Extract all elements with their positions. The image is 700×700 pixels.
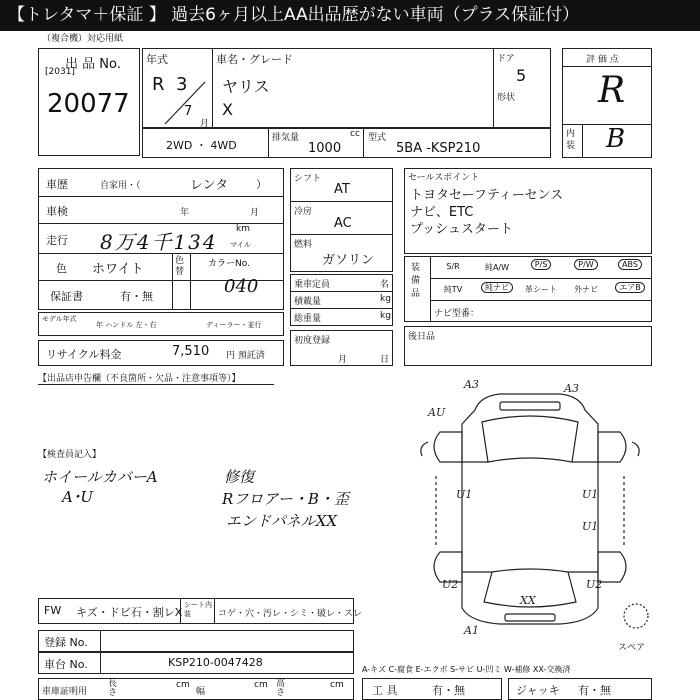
lot-box	[38, 48, 140, 156]
mileage-unit-mile: マイル	[230, 241, 251, 249]
history-options: 自家用・（	[100, 181, 141, 191]
capacity-unit: 名	[380, 280, 390, 290]
certificate-cm-2: cm	[254, 680, 268, 690]
jack-value: 有・無	[578, 684, 611, 697]
recycle-label: リサイクル料金	[46, 348, 122, 361]
fuel-value: ガソリン	[322, 253, 375, 268]
history-label: 車歴	[46, 178, 68, 191]
jack-label: ジャッキ	[516, 684, 560, 697]
after-date-label: 後日品	[408, 332, 436, 342]
rating-label: 評 価 点	[586, 55, 619, 65]
notes-header: 【出品店申告欄（不良箇所・欠品・注意事項等）】	[38, 374, 241, 384]
color-value: ホワイト	[92, 262, 144, 277]
inspector-left-2: A･U	[62, 488, 93, 506]
equip-alloy: 純A/W	[484, 263, 510, 272]
inspector-right-1: 修復	[224, 468, 255, 486]
interior-score: B	[606, 124, 626, 154]
certificate-cm-1: cm	[176, 680, 190, 690]
history-value: レンタ	[190, 178, 229, 193]
equip-ext-navi: 外ナビ	[574, 285, 598, 294]
chassis-label: 車台 No.	[44, 658, 88, 671]
model-name: ヤリス	[222, 77, 270, 96]
aircon-value: AC	[334, 216, 352, 231]
seat-label: シート内装	[184, 601, 212, 618]
model-label: 車名・グレード	[216, 53, 293, 66]
displacement-unit: cc	[350, 129, 360, 139]
car-damage-diagram	[400, 376, 660, 636]
capacity-label: 乗車定員	[294, 280, 331, 290]
repaint-label: 色替	[175, 256, 185, 277]
color-code: 040	[224, 276, 259, 297]
sales-point-3: プッシュスタート	[410, 222, 513, 237]
equipment-label: 装備品	[411, 263, 421, 299]
year-month-unit: 月	[200, 119, 210, 129]
equip-ps: P/S	[531, 259, 552, 270]
inspector-left-1: ホイールカバーA	[42, 468, 158, 486]
warranty-label: 保証書	[50, 290, 83, 303]
drive: 2WD ・ 4WD	[166, 139, 237, 152]
certificate-height: 高さ	[276, 679, 286, 698]
sales-point-label: セールスポイント	[408, 173, 480, 183]
displacement-value: 1000	[308, 141, 342, 156]
equip-airbag: エアB	[615, 282, 645, 293]
equip-navi: 純ナビ	[481, 282, 513, 293]
first-reg-label: 初度登録	[294, 336, 331, 346]
shape-label: 形状	[497, 93, 516, 103]
mark-a1: A1	[464, 624, 479, 636]
interior-label: 内装	[566, 129, 576, 151]
registration-label: 登録 No.	[44, 636, 88, 649]
inspector-right-3: エンドパネルXX	[226, 512, 338, 530]
mark-au: AU	[428, 406, 446, 419]
mileage-label: 走行	[46, 234, 68, 247]
damage-legend: A-キズ C-腐食 E-エクボ S-サビ U-凹ミ W-補修 XX-交換済	[362, 665, 571, 674]
year-value: 3	[176, 74, 188, 95]
model-year-dealer: ディーラー・並行	[206, 321, 262, 329]
after-date-box	[404, 326, 652, 366]
sales-point-2: ナビ、ETC	[410, 205, 474, 220]
model-year-label: モデル年式	[42, 315, 77, 323]
certificate-length: 長さ	[108, 679, 118, 698]
recycle-value: 7,510	[172, 344, 210, 359]
inspection-year: 年	[180, 208, 190, 218]
inspection-label: 車検	[46, 205, 68, 218]
doors-value: 5	[516, 66, 527, 85]
mark-u1-right-lower: U1	[582, 520, 599, 533]
load-unit: kg	[380, 294, 391, 304]
recycle-unit: 円 預託済	[226, 351, 265, 361]
displacement-label: 排気量	[272, 133, 300, 143]
equip-sr: S/R	[446, 262, 460, 271]
lot-code: [2031]	[45, 67, 75, 77]
year-month: 7	[184, 104, 193, 119]
history-close: ）	[256, 178, 267, 191]
lot-label: 出 品 No.	[65, 57, 121, 72]
lot-number: 20077	[47, 89, 130, 119]
fuel-label: 燃料	[294, 240, 313, 250]
load-label: 積載量	[294, 297, 322, 307]
mark-u1-left: U1	[456, 488, 473, 501]
inspection-month: 月	[250, 208, 260, 218]
warranty-value: 有・無	[120, 290, 153, 303]
rating-score: R	[598, 70, 626, 111]
weight-label: 総重量	[294, 314, 322, 324]
type-label: 型式	[368, 133, 387, 143]
equip-tv: 純TV	[443, 285, 463, 294]
tools-label: 工 具	[372, 684, 398, 697]
year-label: 年式	[146, 53, 168, 66]
aircon-label: 冷房	[294, 207, 313, 217]
model-grade: X	[222, 100, 233, 119]
banner-title: 【トレタマ＋保証 】 過去6ヶ月以上AA出品歴がない車両（プラス保証付）	[0, 0, 700, 31]
equip-pw: P/W	[574, 259, 597, 270]
equip-leather: 革シート	[525, 285, 557, 294]
subnote: （複合機）対応用紙	[42, 34, 124, 44]
navi-model-label: ナビ型番：	[434, 309, 480, 319]
spare-label: スペア	[618, 643, 646, 653]
inspector-right-2: Rフロアー・B・歪	[222, 490, 349, 508]
mark-a3-left: A3	[464, 378, 479, 391]
mark-a3-right: A3	[564, 382, 579, 395]
mark-xx: XX	[520, 594, 536, 607]
certificate-cm-3: cm	[330, 680, 344, 690]
seat-values: コゲ・穴・汚レ・シミ・破レ・スレ	[218, 609, 363, 619]
first-reg-month: 月	[338, 355, 348, 365]
shift-label: シフト	[294, 174, 322, 184]
weight-unit: kg	[380, 311, 391, 321]
color-label: 色	[56, 262, 67, 275]
sales-point-1: トヨタセーフティーセンス	[410, 188, 564, 203]
fw-values: キズ・ドビ石・割レX	[76, 606, 183, 619]
mark-u2-right: U2	[586, 578, 603, 591]
type-value: 5BA -KSP210	[396, 141, 481, 156]
certificate-label: 車庫証明用	[42, 687, 88, 697]
model-year-handle: 年 ハンドル 左・右	[96, 321, 157, 329]
color-code-label: カラーNo.	[208, 259, 250, 269]
certificate-width: 幅	[196, 687, 206, 697]
shift-value: AT	[334, 182, 350, 197]
equip-abs: ABS	[618, 259, 642, 270]
tools-value: 有・無	[432, 684, 465, 697]
year-era: R	[152, 74, 165, 95]
mark-u1-right: U1	[582, 488, 599, 501]
inspector-label: 【検査員記入】	[38, 450, 102, 460]
mileage-value: 8万4千134	[100, 230, 218, 254]
doors-label: ドア	[497, 54, 515, 64]
mark-u2-left: U2	[442, 578, 459, 591]
fw-label: FW	[44, 604, 62, 617]
chassis-value: KSP210-0047428	[168, 656, 263, 669]
mileage-unit-km: km	[236, 224, 250, 234]
first-reg-day: 日	[380, 355, 390, 365]
